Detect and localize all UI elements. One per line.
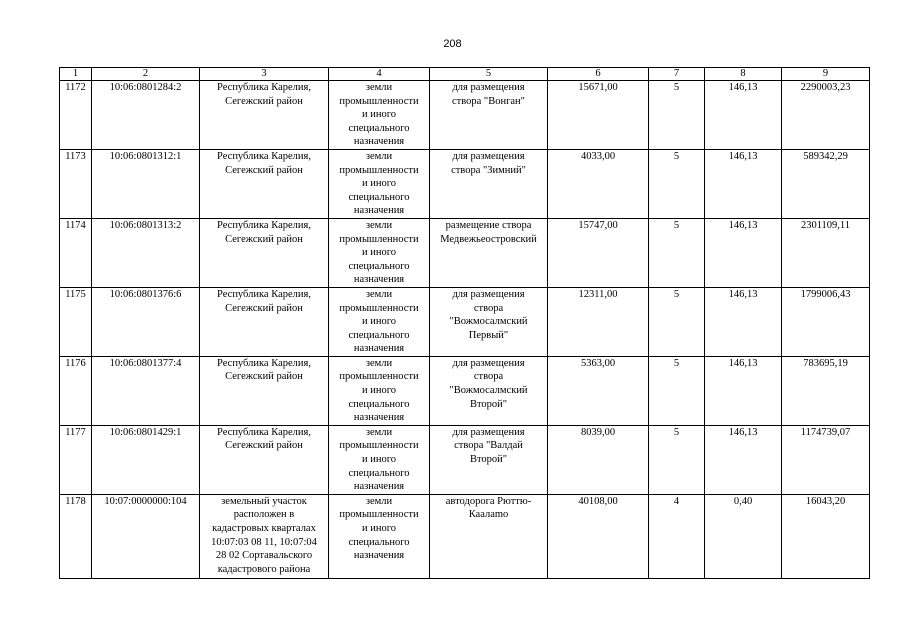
header-row	[60, 68, 870, 81]
location-cell: земельный участок расположен в кадастровых кварталах 10:07:03 08 11, 10:07:04 28 02 Сортавальского кадастрового района	[200, 494, 329, 578]
cadastral-number-cell: 10:06:0801313:2	[92, 218, 200, 287]
area-cell: 5363,00	[548, 356, 649, 425]
permitted-use-cell: для размещения створа "Вожмосалмский Второй"	[430, 356, 548, 425]
total-value-cell: 589342,29	[782, 149, 870, 218]
table-row	[60, 81, 870, 150]
land-category-cell: земли промышленности и иного специального назначения	[329, 149, 430, 218]
coefficient-cell: 5	[649, 425, 705, 494]
permitted-use-cell: автодорога Рюттю- Каалamo	[430, 494, 548, 578]
permitted-use-cell: для размещения створа "Валдай Второй"	[430, 425, 548, 494]
coefficient-cell: 5	[649, 287, 705, 356]
location-cell: Республика Карелия, Сегежский район	[200, 218, 329, 287]
table-row	[60, 356, 870, 425]
row-number-cell: 1178	[60, 494, 92, 578]
column-header: 6	[548, 68, 649, 81]
total-value-cell: 1799006,43	[782, 287, 870, 356]
total-value-cell: 1174739,07	[782, 425, 870, 494]
rate-cell: 146,13	[705, 81, 782, 150]
table-row	[60, 494, 870, 578]
column-header: 5	[430, 68, 548, 81]
row-number-cell: 1172	[60, 81, 92, 150]
area-cell: 15747,00	[548, 218, 649, 287]
location-cell: Республика Карелия, Сегежский район	[200, 356, 329, 425]
rate-cell: 146,13	[705, 218, 782, 287]
page-number: 208	[443, 38, 462, 50]
land-category-cell: земли промышленности и иного специального назначения	[329, 218, 430, 287]
column-header: 4	[329, 68, 430, 81]
coefficient-cell: 5	[649, 218, 705, 287]
coefficient-cell: 4	[649, 494, 705, 578]
rate-cell: 146,13	[705, 149, 782, 218]
table-row	[60, 149, 870, 218]
location-cell: Республика Карелия, Сегежский район	[200, 425, 329, 494]
column-header: 2	[92, 68, 200, 81]
area-cell: 40108,00	[548, 494, 649, 578]
rate-cell: 0,40	[705, 494, 782, 578]
area-cell: 12311,00	[548, 287, 649, 356]
column-header: 9	[782, 68, 870, 81]
cadastral-number-cell: 10:06:0801429:1	[92, 425, 200, 494]
permitted-use-cell: для размещения створa "Вонган"	[430, 81, 548, 150]
column-header: 7	[649, 68, 705, 81]
land-category-cell: земли промышленности и иного специального назначения	[329, 81, 430, 150]
total-value-cell: 2290003,23	[782, 81, 870, 150]
row-number-cell: 1174	[60, 218, 92, 287]
cadastral-number-cell: 10:06:0801312:1	[92, 149, 200, 218]
row-number-cell: 1176	[60, 356, 92, 425]
row-number-cell: 1177	[60, 425, 92, 494]
land-registry-table	[59, 67, 870, 579]
row-number-cell: 1175	[60, 287, 92, 356]
area-cell: 8039,00	[548, 425, 649, 494]
table-row	[60, 218, 870, 287]
land-category-cell: земли промышленности и иного специального назначения	[329, 425, 430, 494]
location-cell: Республика Карелия, Сегежский район	[200, 287, 329, 356]
permitted-use-cell: размещение створа Медвежьеостровский	[430, 218, 548, 287]
rate-cell: 146,13	[705, 356, 782, 425]
location-cell: Республика Карелия, Сегежский район	[200, 149, 329, 218]
cadastral-number-cell: 10:06:0801284:2	[92, 81, 200, 150]
column-header: 1	[60, 68, 92, 81]
permitted-use-cell: для размещения створа "Зимний"	[430, 149, 548, 218]
area-cell: 4033,00	[548, 149, 649, 218]
cadastral-number-cell: 10:06:0801376:6	[92, 287, 200, 356]
coefficient-cell: 5	[649, 149, 705, 218]
column-header: 3	[200, 68, 329, 81]
total-value-cell: 16043,20	[782, 494, 870, 578]
total-value-cell: 783695,19	[782, 356, 870, 425]
land-category-cell: земли промышленности и иного специального назначения	[329, 287, 430, 356]
row-number-cell: 1173	[60, 149, 92, 218]
cadastral-number-cell: 10:07:0000000:104	[92, 494, 200, 578]
table-row	[60, 287, 870, 356]
land-category-cell: земли промышленности и иного специального назначения	[329, 356, 430, 425]
table-body	[60, 68, 870, 579]
land-category-cell: земли промышленности и иного специального назначения	[329, 494, 430, 578]
coefficient-cell: 5	[649, 81, 705, 150]
rate-cell: 146,13	[705, 425, 782, 494]
location-cell: Республика Карелия, Сегежский район	[200, 81, 329, 150]
area-cell: 15671,00	[548, 81, 649, 150]
table-row	[60, 425, 870, 494]
permitted-use-cell: для размещения створа "Вожмосалмский Первый"	[430, 287, 548, 356]
total-value-cell: 2301109,11	[782, 218, 870, 287]
rate-cell: 146,13	[705, 287, 782, 356]
column-header: 8	[705, 68, 782, 81]
cadastral-number-cell: 10:06:0801377:4	[92, 356, 200, 425]
coefficient-cell: 5	[649, 356, 705, 425]
